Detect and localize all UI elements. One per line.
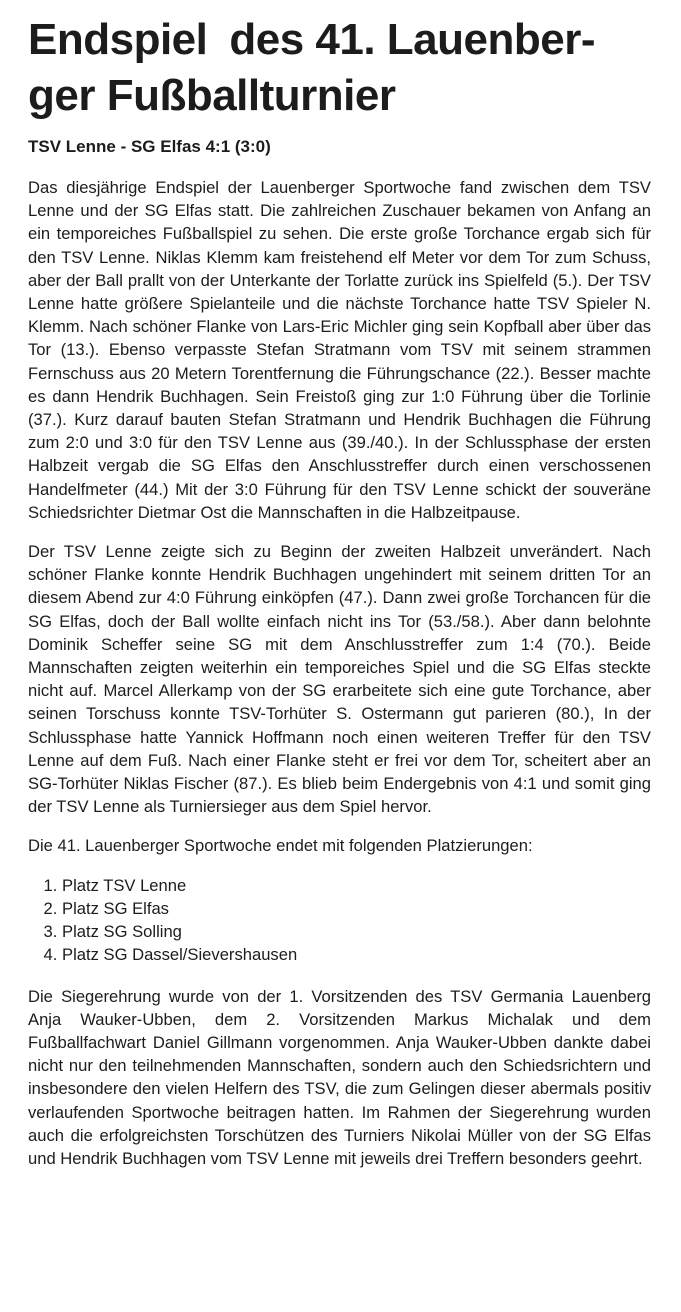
paragraph-first-half: Das diesjährige Endspiel der Lauenberger Sportwoche fand zwischen dem TSV Lenne und der SG Elfas statt. Die zahlreichen Zuschauer bekamen von Anfang an ein temporeiches Fußballspiel zu sehen. Die erste große Torchance ergab sich für den TSV Lenne. Niklas Klemm kam freistehend elf Meter vor dem Tor zum Schuss, aber der Ball prallt von der Unterkante der Torlatte zurück ins Spielfeld (5.). Der TSV Lenne hatte größere Spielanteile und die nächste Torchance hatte TSV Spieler N. Klemm. Nach schöner Flanke von Lars-Eric Michler ging sein Kopfball aber über das Tor (13.). Ebenso verpasste Stefan Stratmann vom TSV mit seinem strammen Fernschuss aus 20 Metern Torentfernung die Führungschance (22.). Besser machte es dann Hendrik Buchhagen. Sein Freistoß ging zur 1:0 Führung über die Torlinie (37.). Kurz darauf bauten Stefan Stratmann und Hendrik Buchhagen die Führung zum 2:0 und 3:0 für den TSV Lenne aus (39./40.). In der Schlussphase der ersten Halbzeit vergab die SG Elfas den Anschlusstreffer durch einen verschossenen Handelfmeter (44.) Mit der 3:0 Führung für den TSV Lenne schickt der souveräne Schiedsrichter Dietmar Ost die Mannschaften in die Halbzeitpause. (28, 178, 651, 522)
article-title-part2: des 41. Lauenber-ger Fußballturnier (28, 15, 596, 120)
ranking-item-4: 4. Platz SG Dassel/Sievershausen (62, 943, 651, 966)
paragraph-award-ceremony: Die Siegerehrung wurde von der 1. Vorsitzenden des TSV Germania Lauenberg Anja Wauker-Ubben, dem 2. Vorsitzenden Markus Michalak und dem Fußballfachwart Daniel Gillmann vorgenommen. Anja Wauker-Ubben dankte dabei nicht nur den teilnehmenden Mannschaften, sondern auch den Schiedsrichtern und insbesondere den vielen Helfern des TSV, die zum Gelingen dieser abermals positiv verlaufenden Sportwoche beitragen hatten. Im Rahmen der Siegerehrung wurden auch die erfolgreichsten Torschützen des Turniers Nikolai Müller von der SG Elfas und Hendrik Buchhagen vom TSV Lenne mit jeweils drei Treffern besonders geehrt. (28, 986, 651, 1168)
paragraph-second-half: Der TSV Lenne zeigte sich zu Beginn der zweiten Halbzeit unverändert. Nach schöner Flanke konnte Hendrik Buchhagen ungehindert mit seinem dritten Tor an diesem Abend zur 4:0 Führung einköpfen (47.). Dann zwei große Torchancen für die SG Elfas, doch der Ball wollte einfach nicht ins Tor (53./58.). Aber dann belohnte Dominik Scheffer seine SG mit dem Anschlusstreffer zum 1:4 (70.). Beide Mannschaften zeigten weiterhin ein temporeiches Spiel und die SG Elfas steckte nicht auf. Marcel Allerkamp von der SG erarbeitete sich eine gute Torchance, aber seinen Torschuss konnte TSV-Torhüter S. Ostermann gut parieren (80.), In der Schlussphase hatte Yannick Hoffmann noch einen weiteren Treffer für den TSV Lenne auf dem Fuß. Nach einer Flanke steht er frei vor dem Tor, scheitert aber an SG-Torhüter Niklas Fischer (87.). Es blieb beim Endergebnis von 4:1 und somit ging der TSV Lenne als Turniersieger aus dem Spiel hervor. (28, 542, 651, 817)
paragraph-rankings-intro: Die 41. Lauenberger Sportwoche endet mit folgenden Platzierungen: (28, 836, 533, 856)
ranking-item-3: 3. Platz SG Solling (62, 920, 651, 943)
ranking-item-1: 1. Platz TSV Lenne (62, 874, 651, 897)
article-title-part1: Endspiel (28, 15, 208, 64)
ranking-item-2: 2. Platz SG Elfas (62, 897, 651, 920)
match-result-subtitle: TSV Lenne - SG Elfas 4:1 (3:0) (28, 137, 271, 156)
rankings-list (28, 874, 651, 967)
article-title (28, 12, 651, 124)
